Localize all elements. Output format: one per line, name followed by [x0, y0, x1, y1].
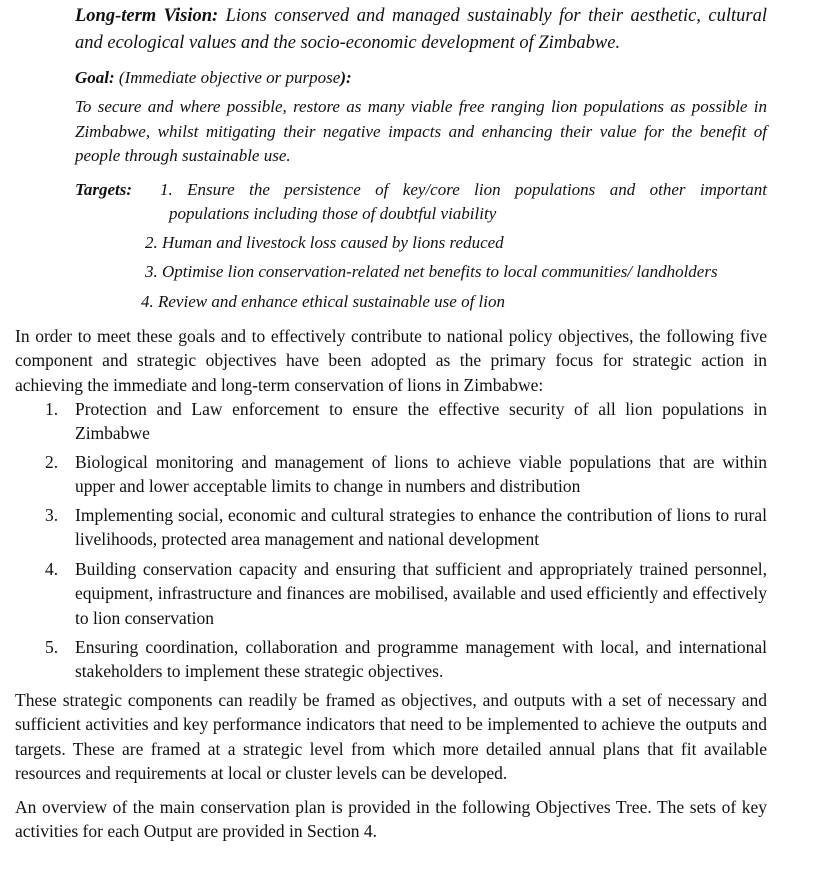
target-1-line-1: 1. Ensure the persistence of key/core lion populations and other important — [160, 180, 767, 199]
objective-number: 1. — [45, 399, 59, 419]
target-1-line-2: populations including those of doubtful viability — [169, 204, 497, 223]
objective-number: 3. — [45, 505, 59, 525]
goal-heading — [75, 66, 767, 90]
target-item-4: 4. Review and enhance ethical sustainable use of lion — [141, 292, 506, 311]
goal-subtitle-close: ): — [340, 68, 352, 87]
overview-paragraph: An overview of the main conservation plan is provided in the following Objectives Tree. The sets of key activities for each Output are provided in Section 4. — [15, 797, 767, 842]
objective-list-item — [15, 503, 767, 552]
target-item-2: 2. Human and livestock loss caused by lions reduced — [145, 233, 504, 252]
vision-paragraph — [75, 3, 767, 57]
objective-list-item — [15, 557, 767, 630]
goal-label: Goal: — [75, 68, 115, 87]
targets-label: Targets: — [75, 180, 132, 199]
target-item-1 — [160, 178, 767, 226]
target-item-3: 3. Optimise lion conservation-related net benefits to local communities/ landholders — [145, 262, 718, 281]
objective-text: Implementing social, economic and cultural strategies to enhance the contribution of lions to rural livelihoods, protected area management and national development — [75, 505, 767, 550]
objective-text: Protection and Law enforcement to ensure the effective security of all lion populations in Zimbabwe — [75, 399, 767, 444]
objective-number: 2. — [45, 452, 59, 472]
goal-subtitle: (Immediate objective or purpose — [118, 68, 341, 87]
objective-list-item — [15, 635, 767, 684]
goal-text: To secure and where possible, restore as many viable free ranging lion populations as possible in Zimbabwe, whilst mitigating their negative impacts and enhancing their value for the benefit of people through sustainable use. — [75, 97, 767, 165]
objective-number: 5. — [45, 637, 59, 657]
vision-text: Lions conserved and managed sustainably for their aesthetic, cultural and ecological values and the socio-economic development of Zimbabwe. — [75, 6, 767, 53]
strategic-components-paragraph: These strategic components can readily be framed as objectives, and outputs with a set of necessary and sufficient activities and key performance indicators that need to be implemented to achieve the outputs and targets. These are framed at a strategic level from which more detailed annual plans that fit available resources and requirements at local or cluster levels can be developed. — [15, 690, 767, 783]
objective-list-item — [15, 397, 767, 446]
objective-number: 4. — [45, 559, 59, 579]
objective-text: Biological monitoring and management of lions to achieve viable populations that are within upper and lower acceptable limits to change in numbers and distribution — [75, 452, 767, 497]
objective-text: Building conservation capacity and ensuring that sufficient and appropriately trained personnel, equipment, infrastructure and finances are mobilised, available and used efficiently and effectively to lion conservation — [75, 559, 767, 628]
objective-text: Ensuring coordination, collaboration and programme management with local, and international stakeholders to implement these strategic objectives. — [75, 637, 767, 682]
vision-label: Long-term Vision: — [75, 6, 219, 26]
intro-paragraph: In order to meet these goals and to effectively contribute to national policy objectives, the following five component and strategic objectives have been adopted as the primary focus for strategic action in achieving the immediate and long-term conservation of lions in Zimbabwe: — [15, 326, 767, 395]
objective-list-item — [15, 450, 767, 499]
